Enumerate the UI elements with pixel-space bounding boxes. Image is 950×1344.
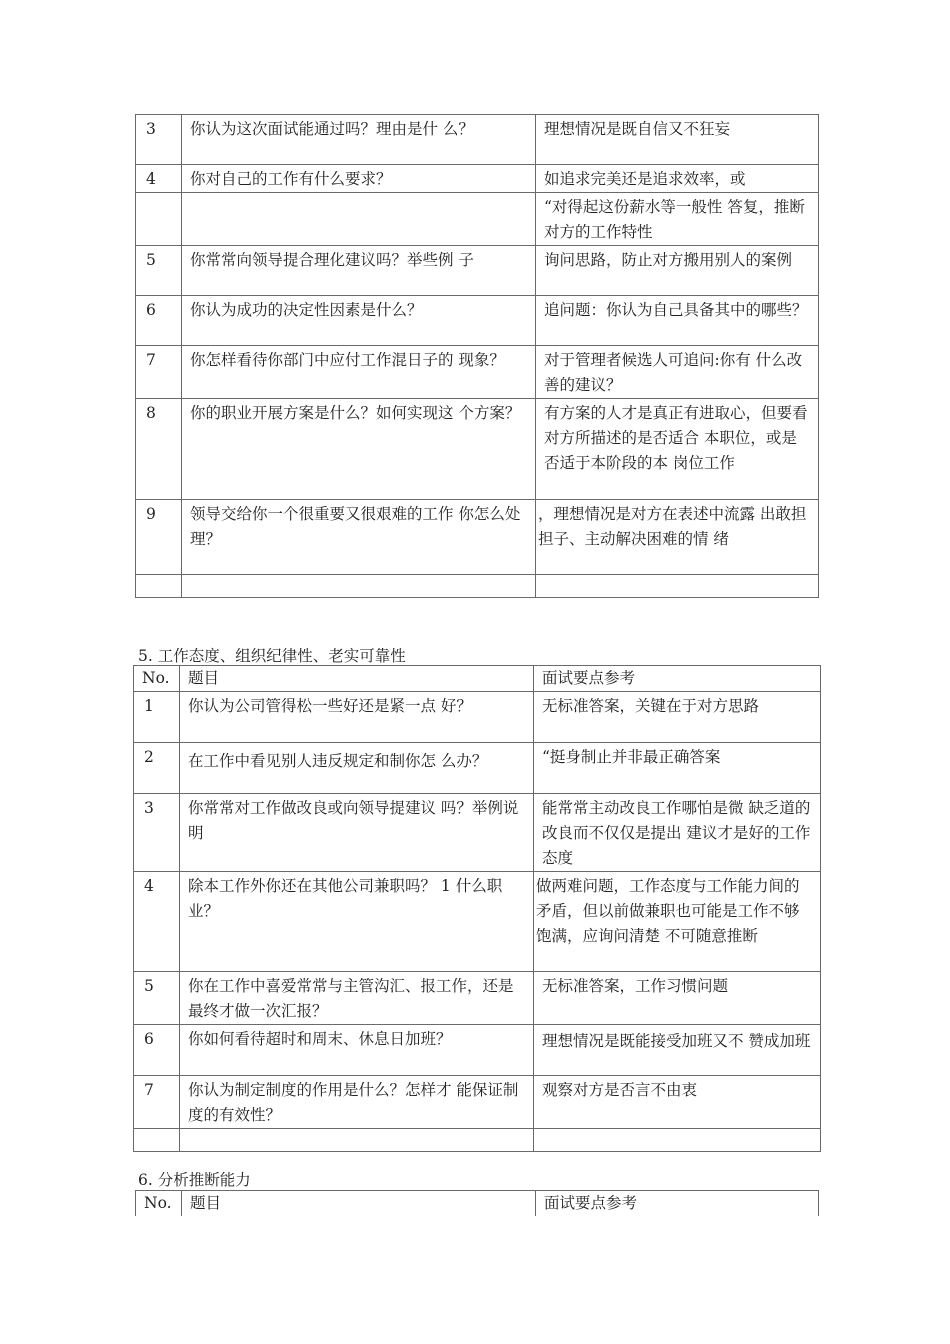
header-no: No. — [144, 1194, 172, 1212]
row-number — [134, 1129, 179, 1131]
answer-hint: 无标准答案，关键在于对方思路 — [542, 697, 760, 715]
row-number: 5 — [146, 251, 156, 269]
table-row — [134, 1129, 821, 1152]
row-number — [136, 193, 181, 195]
question-text: 在工作中看见别人违反规定和制你怎 么办？ — [188, 752, 488, 770]
answer-hint: 能常常主动改良工作哪怕是微 缺乏道的改良而不仅仅是提出 建议才是好的工作态度 — [542, 799, 811, 867]
question-text: 除本工作外你还在其他公司兼职吗？ 1 什么职业？ — [188, 877, 503, 920]
table-header-row — [134, 666, 821, 692]
analysis-table — [135, 1190, 819, 1216]
table-row — [134, 972, 821, 1025]
header-question: 题目 — [190, 1194, 222, 1212]
answer-hint: 追问题：你认为自己具备其中的哪些？ — [544, 301, 808, 319]
question-text — [180, 1129, 533, 1131]
question-text: 你如何看待超时和周末、休息日加班？ — [188, 1030, 452, 1048]
row-number: 4 — [146, 170, 156, 188]
table-row — [134, 794, 821, 872]
table-row — [136, 296, 819, 346]
question-text: 你认为制定制度的作用是什么？怎样才 能保证制度的有效性？ — [188, 1081, 519, 1124]
question-text: 你的职业开展方案是什么？如何实现这 个方案？ — [190, 404, 521, 422]
question-text: 你常常向领导提合理化建议吗？举些例 子 — [190, 251, 474, 269]
table-row — [134, 692, 821, 743]
answer-hint: 理想情况是既能接受加班又不 赞成加班 — [542, 1032, 811, 1050]
table-row — [134, 1076, 821, 1129]
row-number: 8 — [146, 404, 156, 422]
question-text: 你常常对工作做改良或向领导提建议 吗？举例说明 — [188, 799, 519, 842]
row-number: 3 — [144, 799, 154, 817]
question-text: 你在工作中喜爱常常与主管沟汇、报工作，还是最终才做一次汇报？ — [188, 977, 514, 1020]
question-text — [182, 193, 535, 195]
row-number: 6 — [144, 1030, 154, 1048]
row-number: 4 — [144, 877, 154, 895]
row-number: 9 — [146, 505, 156, 523]
answer-hint: 观察对方是否言不由衷 — [542, 1081, 698, 1099]
question-text: 你对自己的工作有什么要求？ — [190, 170, 392, 188]
row-number: 7 — [144, 1081, 154, 1099]
answer-hint: 对于管理者候选人可追问:你有 什么改善的建议？ — [544, 351, 803, 394]
section-title: 6. 分析推断能力 — [138, 1171, 251, 1189]
table-row — [136, 115, 819, 165]
row-number: 2 — [144, 748, 154, 766]
answer-hint: ，理想情况是对方在表述中流露 出敢担担子、主动解决困难的情 绪 — [538, 505, 807, 548]
question-text: 你认为这次面试能通过吗？理由是什 么？ — [190, 120, 474, 138]
answer-hint — [534, 1129, 820, 1131]
row-number: 6 — [146, 301, 156, 319]
answer-hint: “挺身制止并非最正确答案 — [542, 748, 721, 766]
table-row — [134, 872, 821, 972]
answer-hint: 有方案的人才是真正有进取心，但要看对方所描述的是否适合 本职位，或是否适于本阶段的本 岗位工作 — [544, 404, 808, 472]
table-row — [134, 743, 821, 794]
question-text: 你认为公司管得松一些好还是紧一点 好？ — [188, 697, 472, 715]
work-attitude-table — [133, 665, 821, 1152]
answer-hint: 如追求完美还是追求效率，或 — [544, 170, 746, 188]
header-answer: 面试要点参考 — [544, 1194, 638, 1212]
table-header-row — [136, 1191, 819, 1217]
header-question: 题目 — [188, 669, 220, 687]
row-number: 5 — [144, 977, 154, 995]
table-row — [136, 193, 819, 246]
answer-hint: 做两难问题，工作态度与工作能力间的矛盾，但以前做兼职也可能是工作不够饱满，应询问清楚 不可随意推断 — [536, 877, 800, 945]
table-row — [136, 575, 819, 598]
header-no: No. — [142, 669, 170, 687]
question-text: 你认为成功的决定性因素是什么？ — [190, 301, 423, 319]
table-row — [136, 346, 819, 399]
answer-hint: 理想情况是既自信又不狂妄 — [544, 120, 731, 138]
answer-hint: “对得起这份薪水等一般性 答复，推断对方的工作特性 — [544, 198, 805, 241]
table-row — [136, 246, 819, 296]
row-number: 1 — [144, 697, 154, 715]
row-number — [136, 575, 181, 577]
answer-hint: 无标准答案，工作习惯问题 — [542, 977, 729, 995]
answer-hint: 询问思路，防止对方搬用别人的案例 — [544, 251, 793, 269]
section-title: 5. 工作态度、组织纪律性、老实可靠性 — [138, 647, 406, 665]
table-row — [136, 165, 819, 193]
table-row — [136, 500, 819, 575]
header-answer: 面试要点参考 — [542, 669, 636, 687]
table-row — [136, 399, 819, 500]
table-row — [134, 1025, 821, 1076]
question-text — [182, 575, 535, 577]
question-text: 领导交给你一个很重要又很艰难的工作 你怎么处理？ — [190, 505, 521, 548]
row-number: 3 — [146, 120, 156, 138]
answer-hint — [536, 575, 818, 577]
row-number: 7 — [146, 351, 156, 369]
question-text: 你怎样看待你部门中应付工作混日子的 现象？ — [190, 351, 505, 369]
interview-table-continued — [135, 114, 819, 598]
